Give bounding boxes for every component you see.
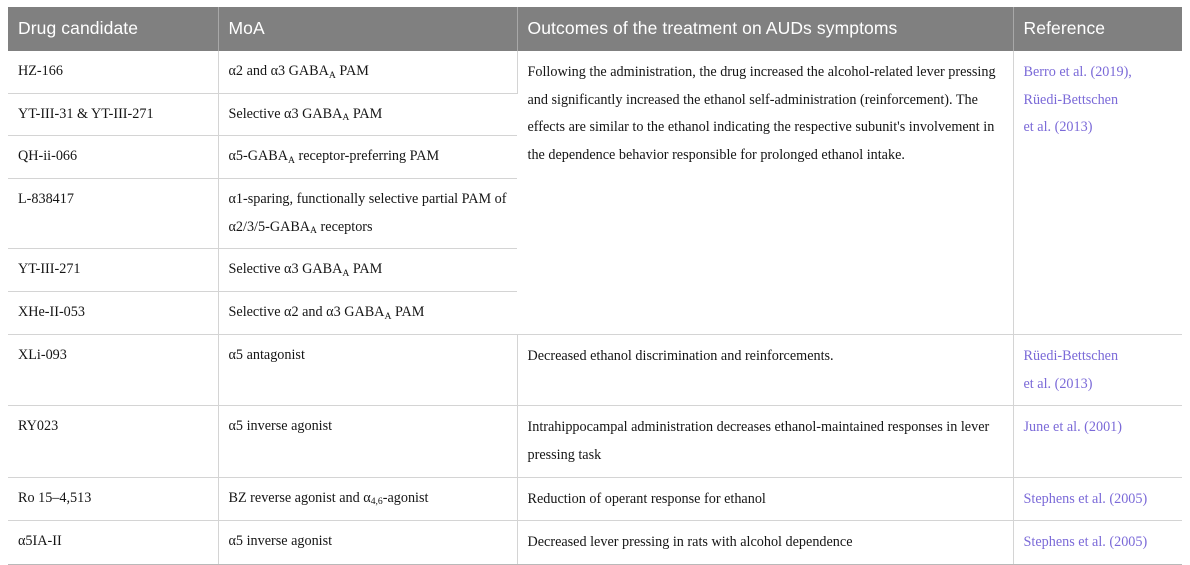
cell-drug-candidate: XLi-093: [8, 334, 218, 405]
cell-outcomes: Reduction of operant response for ethanol: [517, 477, 1013, 521]
column-header-reference: Reference: [1013, 7, 1182, 51]
cell-outcomes: Decreased ethanol discrimination and reinforcements.: [517, 334, 1013, 405]
cell-drug-candidate: α5IA-II: [8, 521, 218, 565]
moa-text-pre: Selective α3 GABA: [228, 261, 343, 278]
moa-text-post: receptor-preferring PAM: [294, 148, 440, 165]
moa-text-pre: α5-GABA: [228, 148, 288, 165]
cell-moa: [218, 334, 517, 405]
moa-subscript: A: [342, 268, 350, 280]
moa-text-pre: α2 and α3 GABA: [228, 63, 329, 79]
moa-text-post: PAM: [349, 261, 383, 278]
cell-reference: [1013, 477, 1182, 521]
cell-drug-candidate: HZ-166: [8, 51, 218, 93]
cell-outcomes-merged: Following the administration, the drug increased the alcohol-related lever pressing and significantly increased the ethanol self-administration (reinforcement). The effects are similar to the ethanol indicating the respective subunit's involvement in the dependence behavior responsible for prolonged ethanol intake.: [517, 51, 1013, 334]
cell-reference-merged: [1013, 51, 1182, 334]
table-row: [8, 477, 1182, 521]
table-header: [8, 7, 1182, 51]
cell-outcomes: Decreased lever pressing in rats with alcohol dependence: [517, 521, 1013, 565]
cell-moa: [218, 136, 517, 179]
moa-text-post: -agonist: [382, 489, 429, 506]
reference-link-line[interactable]: Berro et al. (2019),: [1023, 64, 1132, 80]
drug-candidates-table: [8, 7, 1182, 565]
column-header-moa: MoA: [218, 7, 517, 51]
table-body: [8, 51, 1182, 564]
cell-moa: [218, 292, 517, 335]
reference-link-line[interactable]: Stephens et al. (2005): [1023, 534, 1148, 551]
reference-link-line[interactable]: et al. (2013): [1023, 119, 1093, 136]
cell-drug-candidate: YT-III-271: [8, 249, 218, 292]
moa-text-pre: Selective α3 GABA: [228, 105, 343, 122]
moa-text-post: PAM: [349, 105, 383, 122]
table-row: [8, 521, 1182, 565]
moa-text-pre: BZ reverse agonist and α: [228, 489, 371, 506]
moa-text-post: PAM: [335, 63, 369, 79]
moa-text-post: receptors: [317, 218, 373, 235]
cell-moa: [218, 477, 517, 521]
moa-text-pre: Selective α2 and α3 GABA: [228, 304, 385, 321]
cell-drug-candidate: YT-III-31 & YT-III-271: [8, 93, 218, 136]
moa-text-post: PAM: [391, 304, 425, 321]
moa-text-pre: α5 inverse agonist: [228, 533, 333, 550]
cell-drug-candidate: Ro 15–4,513: [8, 477, 218, 521]
cell-drug-candidate: RY023: [8, 406, 218, 477]
reference-link-line[interactable]: June et al. (2001): [1023, 419, 1122, 436]
table-row: [8, 51, 1182, 93]
cell-drug-candidate: XHe-II-053: [8, 292, 218, 335]
cell-moa: [218, 51, 517, 93]
column-header-outcomes: Outcomes of the treatment on AUDs symptoms: [517, 7, 1013, 51]
cell-moa: [218, 406, 517, 477]
cell-reference: [1013, 406, 1182, 477]
moa-text-pre: α1-sparing, functionally selective partial PAM of α2/3/5-GABA: [228, 191, 507, 235]
reference-link-line[interactable]: Rüedi-Bettschen: [1023, 347, 1119, 364]
column-header-drug-candidate: Drug candidate: [8, 7, 218, 51]
reference-link-line[interactable]: Rüedi-Bettschen: [1023, 91, 1119, 108]
header-row: [8, 7, 1182, 51]
moa-subscript: A: [342, 112, 350, 124]
cell-reference: [1013, 521, 1182, 565]
moa-subscript: A: [328, 69, 336, 81]
moa-subscript: A: [287, 155, 295, 167]
reference-link-line[interactable]: Stephens et al. (2005): [1023, 490, 1148, 507]
cell-outcomes: Intrahippocampal administration decreases ethanol-maintained responses in lever pressing task: [517, 406, 1013, 477]
cell-moa: [218, 521, 517, 565]
moa-text-pre: α5 inverse agonist: [228, 418, 333, 435]
moa-subscript: 4,6: [370, 496, 383, 508]
moa-subscript: A: [384, 310, 392, 322]
moa-subscript: A: [310, 225, 317, 237]
cell-drug-candidate: L-838417: [8, 179, 218, 249]
cell-moa: [218, 249, 517, 292]
cell-moa: [218, 93, 517, 136]
table-row: [8, 334, 1182, 405]
cell-reference: [1013, 334, 1182, 405]
moa-text-pre: α5 antagonist: [228, 346, 305, 363]
cell-drug-candidate: QH-ii-066: [8, 136, 218, 179]
cell-moa: [218, 179, 517, 249]
reference-link-line[interactable]: et al. (2013): [1023, 375, 1093, 392]
table-row: [8, 406, 1182, 477]
